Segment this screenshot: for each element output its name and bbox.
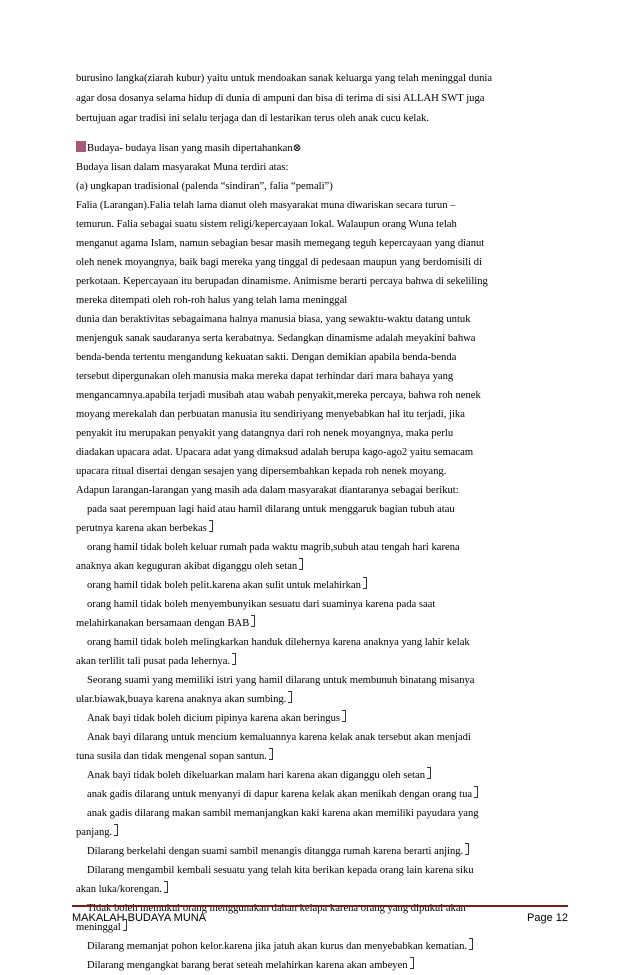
prohibition-line	[76, 500, 566, 519]
prohibition-line	[76, 709, 566, 728]
prohibition-line	[76, 519, 566, 538]
text-line: mengancamnya.apabila terjadi musibah atau wabah penyakit,mereka percaya, bahwa roh nenek	[76, 390, 481, 401]
section-heading-text: Budaya- budaya lisan yang masih dipertahankan⊗	[87, 143, 302, 154]
prohibition-line	[76, 937, 566, 956]
text-line: menjenguk sanak saudaranya serta kerabatnya. Sedangkan dinamisme adalah meyakini bahwa	[76, 333, 476, 344]
prohibition-text: Dilarang mengambil kembali sesuatu yang telah kita berikan kepada orang lain karena siku	[87, 865, 474, 876]
text-line: oleh nenek moyangnya, baik bagi mereka yang tinggal di pedesaan maupun yang berdomisili di	[76, 257, 482, 268]
bracket-mark-icon	[251, 615, 255, 627]
prohibition-line	[76, 842, 566, 861]
text-line: dunia dan beraktivitas sebagaimana halnya manusia biasa, yang sewaktu-waktu datang untuk	[76, 314, 471, 325]
subsection-a: (a) ungkapan tradisional (palenda “sindiran”, falia “pemali”)	[76, 181, 333, 192]
prohibition-item	[76, 709, 566, 728]
prohibitions-list	[76, 500, 566, 975]
prohibition-text: Dilarang berkelahi dengan suami sambil menangis ditangga rumah karena berarti anjing.	[87, 846, 464, 857]
prohibition-line	[76, 766, 566, 785]
prohibition-text: orang hamil tidak boleh menyembunyikan sesuatu dari suaminya karena pada saat	[87, 599, 436, 610]
prohibition-line	[76, 861, 566, 880]
prohibition-item	[76, 595, 566, 633]
prohibition-text: Dilarang memanjat pohon kelor.karena jika jatuh akan kurus dan menyebabkan kematian.	[87, 941, 468, 952]
prohibition-item	[76, 937, 566, 956]
footer-title: MAKALAH BUDAYA MUNA	[72, 912, 207, 924]
prohibition-text: orang hamil tidak boleh melingkarkan handuk dilehernya karena anaknya yang lahir kelak	[87, 637, 470, 648]
bracket-mark-icon	[465, 843, 469, 855]
bracket-mark-icon	[114, 824, 118, 836]
bracket-mark-icon	[410, 957, 414, 969]
prohibition-text: Anak bayi dilarang untuk mencium kemaluannya karena kelak anak tersebut akan menjadi	[87, 732, 471, 743]
text-line: Falia (Larangan).Falia telah lama dianut oleh masyarakat muna diwariskan secara turun –	[76, 200, 456, 211]
prohibition-item	[76, 766, 566, 785]
section-heading	[76, 139, 566, 158]
bullet-square-icon	[76, 141, 86, 152]
bracket-mark-icon	[469, 938, 473, 950]
prohibition-text: Seorang suami yang memiliki istri yang hamil dilarang untuk membunuh binatang misanya	[87, 675, 475, 686]
prohibition-line	[76, 880, 566, 899]
text-line: temurun. Falia sebagai suatu sistem religi/kepercayaan lokal. Walaupun orang Wuna telah	[76, 219, 457, 230]
prohibition-text: akan terlilit tali pusat pada lehernya.	[76, 656, 231, 667]
bracket-mark-icon	[474, 786, 478, 798]
prohibition-item	[76, 861, 566, 899]
prohibition-line	[76, 557, 566, 576]
text-line: moyang merekalah dan perbuatan manusia itu sendiriyang menyebabkan hal itu terjadi, jika	[76, 409, 465, 420]
prohibition-text: anak gadis dilarang makan sambil memanjangkan kaki karena akan memiliki payudara yang	[87, 808, 479, 819]
budaya-lisan-section	[76, 139, 566, 500]
prohibition-item	[76, 633, 566, 671]
bracket-mark-icon	[209, 520, 213, 532]
prohibition-item	[76, 671, 566, 709]
prohibition-line	[76, 576, 566, 595]
prohibition-line	[76, 747, 566, 766]
page-body	[76, 69, 566, 975]
text-line: Adapun larangan-larangan yang masih ada dalam masyarakat diantaranya sebagai berikut:	[76, 485, 459, 496]
prohibition-text: anaknya akan keguguran akibat diganggu oleh setan	[76, 561, 298, 572]
prohibition-line	[76, 785, 566, 804]
prohibition-text: meninggal	[76, 922, 121, 933]
text-line: tersebut dipergunakan oleh manusia maka mereka dapat terhindar dari mara bahaya yang	[76, 371, 454, 382]
text-line: burusino langka(ziarah kubur) yaitu untuk mendoakan sanak keluarga yang telah meninggal dunia	[76, 73, 493, 84]
prohibition-text: Tidak boleh memukul orang menggunakan dahan kelapa karena orang yang dipukul akan	[87, 903, 466, 914]
prohibition-line	[76, 671, 566, 690]
bracket-mark-icon	[342, 710, 346, 722]
prohibition-text: Anak bayi tidak boleh dicium pipinya karena akan beringus	[87, 713, 340, 724]
prohibition-item	[76, 842, 566, 861]
prohibition-line	[76, 614, 566, 633]
text-line: menganut agama Islam, namun sebagian besar masih memegang teguh kepercayaan yang dianut	[76, 238, 485, 249]
prohibition-text: orang hamil tidak boleh pelit.karena akan sulit untuk melahirkan	[87, 580, 361, 591]
prohibition-text: Anak bayi tidak boleh dikeluarkan malam hari karena akan diganggu oleh setan	[87, 770, 425, 781]
text-line: penyakit itu merupakan penyakit yang datangnya dari roh nenek moyangnya, maka perlu	[76, 428, 454, 439]
paragraph-ziarah	[76, 69, 566, 129]
prohibition-line	[76, 633, 566, 652]
prohibition-item	[76, 804, 566, 842]
text-line: upacara ritual disertai dengan sesajen yang dipersembahkan kepada roh nenek moyang.	[76, 466, 447, 477]
page-number: Page 12	[527, 912, 568, 924]
prohibition-item	[76, 576, 566, 595]
prohibition-line	[76, 538, 566, 557]
bracket-mark-icon	[299, 558, 303, 570]
bracket-mark-icon	[232, 653, 236, 665]
prohibition-item	[76, 785, 566, 804]
prohibition-text: panjang.	[76, 827, 113, 838]
text-line: bertujuan agar tradisi ini selalu terjaga dan di lestarikan terus oleh anak cucu kelak.	[76, 113, 429, 124]
bracket-mark-icon	[164, 881, 168, 893]
prohibition-text: Dilarang mengangkat barang berat seteah melahirkan karena akan ambeyen	[87, 960, 408, 971]
bracket-mark-icon	[427, 767, 431, 779]
prohibition-line	[76, 690, 566, 709]
prohibition-text: anak gadis dilarang untuk menyanyi di dapur karena kelak akan menikah dengan orang tua	[87, 789, 473, 800]
prohibition-text: pada saat perempuan lagi haid atau hamil dilarang untuk menggaruk bagian tubuh atau	[87, 504, 455, 515]
prohibition-item	[76, 500, 566, 538]
text-line: mereka ditempati oleh roh-roh halus yang telah lama meninggal	[76, 295, 348, 306]
prohibition-text: orang hamil tidak boleh keluar rumah pada waktu magrib,subuh atau tengah hari karena	[87, 542, 460, 553]
text-line: benda-benda tertentu mengandung kekuatan sakti. Dengan demikian apabila benda-benda	[76, 352, 457, 363]
text-line: perkotaan. Kepercayaan itu berupadan dinamisme. Animisme berarti percaya bahwa di sekeliling	[76, 276, 488, 287]
prohibition-text: ular.biawak,buaya karena anaknya akan sumbing.	[76, 694, 287, 705]
prohibition-item	[76, 538, 566, 576]
prohibition-line	[76, 728, 566, 747]
prohibition-text: melahirkanakan bersamaan dengan BAB	[76, 618, 250, 629]
prohibition-line	[76, 823, 566, 842]
prohibition-line	[76, 595, 566, 614]
prohibition-text: perutnya karena akan berbekas	[76, 523, 207, 534]
text-line: agar dosa dosanya selama hidup di dunia di ampuni dan bisa di terima di sisi ALLAH SWT juga	[76, 93, 485, 104]
prohibition-line	[76, 956, 566, 975]
bracket-mark-icon	[269, 748, 273, 760]
bracket-mark-icon	[288, 691, 292, 703]
prohibition-line	[76, 652, 566, 671]
page-footer	[72, 905, 568, 924]
prohibition-item	[76, 956, 566, 975]
prohibition-text: tuna susila dan tidak mengenal sopan santun.	[76, 751, 267, 762]
section-intro: Budaya lisan dalam masyarakat Muna terdiri atas:	[76, 162, 289, 173]
prohibition-text: akan luka/korengan.	[76, 884, 162, 895]
prohibition-item	[76, 728, 566, 766]
bracket-mark-icon	[363, 577, 367, 589]
text-line: diadakan upacara adat. Upacara adat yang dimaksud adalah berupa kago-ago2 yaitu semacam	[76, 447, 474, 458]
prohibition-line	[76, 804, 566, 823]
